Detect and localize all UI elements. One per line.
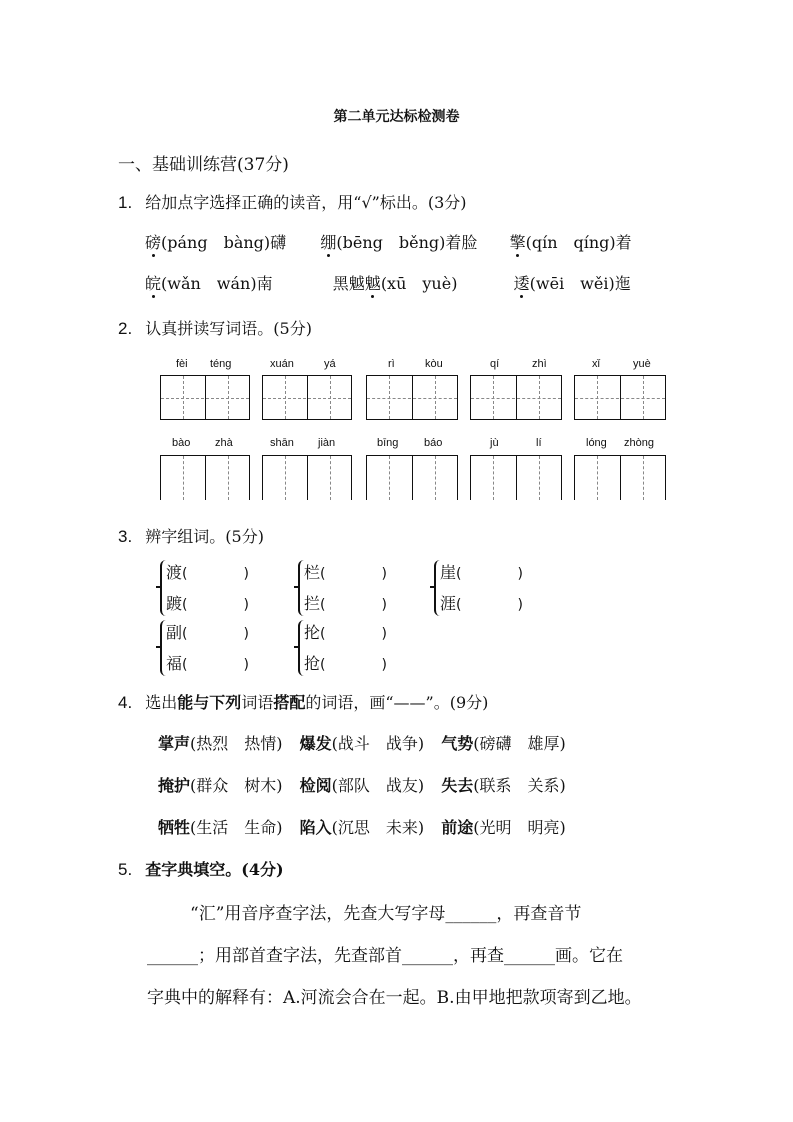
q1-item: 皖(wǎn wán)南 [145, 274, 273, 293]
writing-grid[interactable] [470, 455, 562, 500]
pinyin: bào [172, 437, 191, 449]
writing-grid[interactable] [160, 455, 250, 500]
q4-row: 牺牲(生活 生命) 陷入(沉思 未来) 前途(光明 明亮) [158, 818, 566, 837]
pinyin: shān [270, 437, 294, 449]
q4-row: 掩护(群众 树木) 检阅(部队 战友) 失去(联系 关系) [158, 776, 566, 795]
pinyin: yuè [633, 358, 651, 370]
page-title: 第二单元达标检测卷 [333, 109, 460, 125]
writing-grid[interactable] [366, 375, 458, 420]
question-text: 给加点字选择正确的读音，用“√”标出。(3分) [145, 193, 467, 212]
q1-item: 磅(páng bàng)礴 [145, 233, 287, 252]
pinyin: xǐ [592, 358, 600, 370]
q1-row-2 [145, 271, 631, 294]
pinyin: jiàn [318, 437, 336, 449]
question-text: 认真拼读写词语。(5分) [145, 319, 312, 338]
q1-item: 绷(bēng běng)着脸 [320, 233, 478, 252]
question-2-heading [118, 316, 312, 339]
question-number: 3. [118, 527, 133, 546]
pinyin: lóng [586, 437, 607, 449]
question-text: 查字典填空。(4分) [145, 860, 284, 879]
pinyin: yá [324, 358, 336, 370]
writing-grid[interactable] [160, 375, 250, 420]
pinyin: kòu [425, 358, 443, 370]
writing-grid[interactable] [574, 375, 666, 420]
writing-grid[interactable] [574, 455, 666, 500]
q1-item: 擎(qín qíng)着 [509, 233, 632, 252]
q5-line: “汇”用音序查字法，先查大写字母______，再查音节 [190, 904, 582, 924]
question-3-heading [118, 524, 264, 547]
pinyin: bīng [377, 437, 399, 449]
question-number: 5. [118, 860, 133, 879]
q1-item: 黑魆魆(xū yuè) [332, 274, 458, 293]
pinyin: zhì [532, 358, 547, 370]
q5-line: ______；用部首查字法，先查部首______，再查______画。它在 [147, 946, 623, 966]
question-number: 4. [118, 693, 133, 712]
question-number: 1. [118, 193, 133, 212]
pinyin: téng [210, 358, 232, 370]
question-text: 辨字组词。(5分) [145, 527, 264, 546]
writing-grid[interactable] [366, 455, 458, 500]
question-5-heading [118, 857, 284, 880]
pinyin: qí [490, 358, 500, 370]
q5-line: 字典中的解释有：A.河流会合在一起。B.由甲地把款项寄到乙地。 [147, 988, 642, 1008]
question-4-heading: 4. 选出能与下列词语搭配的词语，画“——”。(9分) [118, 693, 489, 712]
writing-grid[interactable] [262, 375, 352, 420]
pinyin: fèi [176, 358, 188, 370]
q4-row: 掌声(热烈 热情) 爆发(战斗 战争) 气势(磅礴 雄厚) [158, 734, 566, 753]
question-1-heading [118, 190, 467, 213]
pinyin: jù [490, 437, 499, 449]
q1-item: 逶(wēi wěi)迤 [513, 274, 631, 293]
pinyin: xuán [270, 358, 294, 370]
pinyin: báo [424, 437, 443, 449]
question-number: 2. [118, 319, 133, 338]
q1-row-1 [145, 230, 632, 253]
section-heading: 一、基础训练营(37分) [118, 155, 289, 175]
writing-grid[interactable] [470, 375, 562, 420]
pinyin: zhà [215, 437, 233, 449]
pinyin: zhòng [624, 437, 654, 449]
pinyin: rì [388, 358, 395, 370]
writing-grid[interactable] [262, 455, 352, 500]
pinyin: lí [536, 437, 542, 449]
